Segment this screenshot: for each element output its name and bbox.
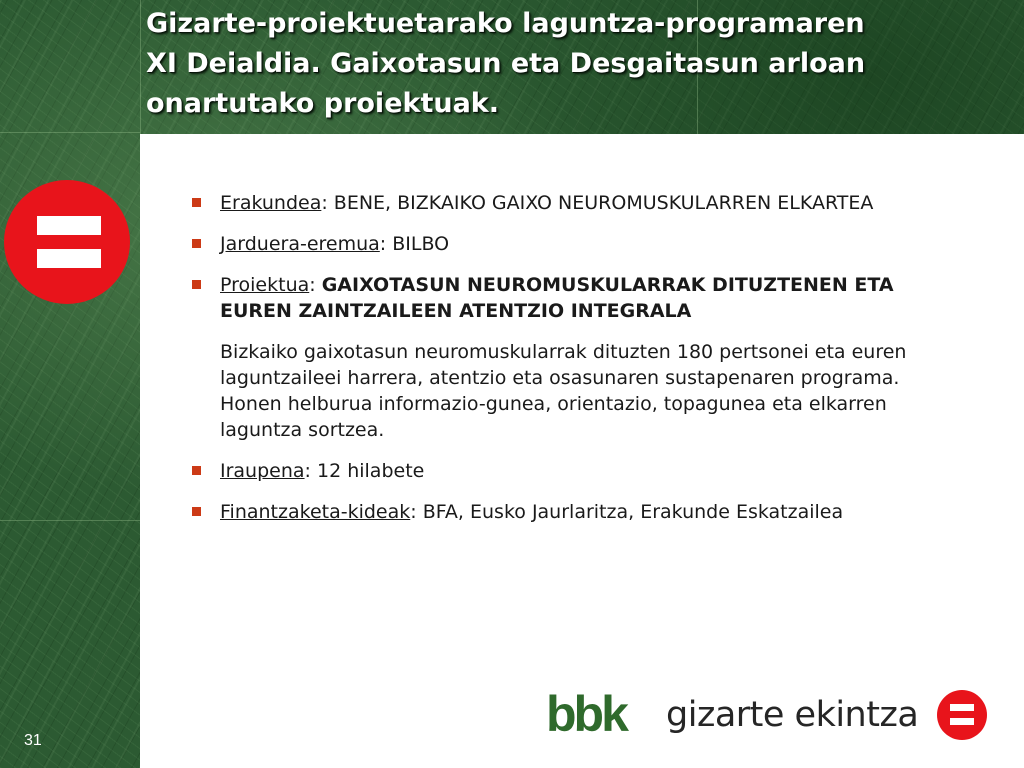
project-details-list [188, 190, 988, 525]
equals-bar-top [37, 216, 101, 235]
item-label: Iraupena [220, 460, 305, 482]
bbk-logo: bbk [546, 686, 626, 742]
description-line: laguntzaileei harrera, atentzio eta osasunaren sustapenaren programa. [220, 367, 900, 389]
list-item-finantzaketa-kideak [188, 499, 988, 525]
bullet-square-icon [192, 507, 201, 516]
description-line: laguntza sortzea. [220, 419, 385, 441]
background-tile-seam [0, 520, 140, 521]
project-description [188, 339, 988, 443]
equals-bar-bottom [950, 718, 974, 725]
list-item-erakundea [188, 190, 988, 216]
item-label: Proiektua [220, 274, 310, 296]
slide-title-line: Gizarte-proiektuetarako laguntza-programaren [146, 8, 865, 39]
bullet-square-icon [192, 466, 201, 475]
slide-title-line: onartutako proiektuak. [146, 88, 500, 119]
slide-title [146, 4, 1006, 124]
item-label: Jarduera-eremua [220, 233, 380, 255]
item-value: : BILBO [379, 233, 450, 255]
item-label: Erakundea [220, 192, 322, 214]
item-value: : BFA, Eusko Jaurlaritza, Erakunde Eskatzailea [410, 501, 844, 523]
slide-title-line: XI Deialdia. Gaixotasun eta Desgaitasun arloan [146, 48, 866, 79]
gizarte-ekintza-logo-text: gizarte ekintza [666, 695, 919, 735]
project-title: EUREN ZAINTZAILEEN ATENTZIO INTEGRALA [220, 300, 692, 322]
item-separator: : [309, 274, 322, 296]
equals-bar-top [950, 704, 974, 711]
list-item-iraupena [188, 458, 988, 484]
equals-sign-icon [4, 180, 130, 304]
equals-bar-bottom [37, 249, 101, 268]
list-item-jarduera-eremua [188, 231, 988, 257]
equals-sign-icon [937, 690, 987, 740]
background-tile-seam [0, 132, 140, 133]
item-value: : 12 hilabete [304, 460, 425, 482]
item-value: : BENE, BIZKAIKO GAIXO NEUROMUSKULARREN ELKARTEA [321, 192, 874, 214]
description-line: Bizkaiko gaixotasun neuromuskularrak dituzten 180 pertsonei eta euren [220, 341, 907, 363]
list-item-proiektua [188, 272, 988, 324]
bullet-square-icon [192, 198, 201, 207]
page-number: 31 [24, 732, 42, 749]
bullet-square-icon [192, 239, 201, 248]
bullet-square-icon [192, 280, 201, 289]
project-title: GAIXOTASUN NEUROMUSKULARRAK DITUZTENEN ETA [321, 274, 894, 296]
item-label: Finantzaketa-kideak [220, 501, 411, 523]
description-line: Honen helburua informazio-gunea, orientazio, topagunea eta elkarren [220, 393, 887, 415]
